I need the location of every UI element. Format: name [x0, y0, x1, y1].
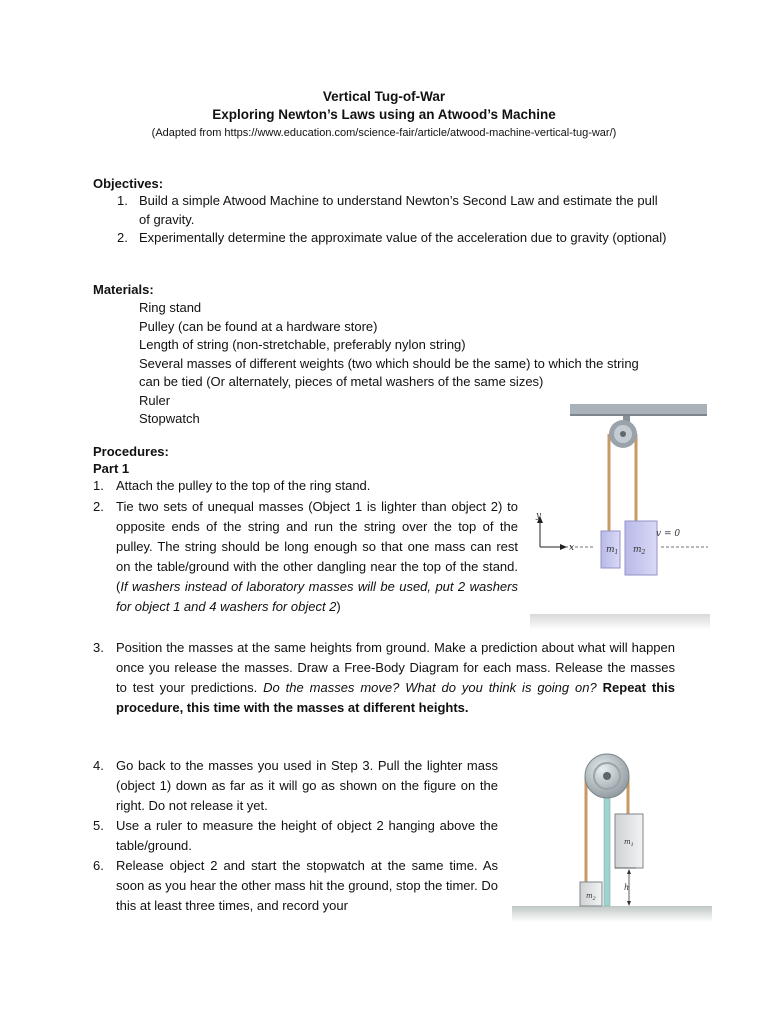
- floor: [530, 614, 710, 630]
- y-axis-label: y: [536, 511, 542, 521]
- stand-rod: [604, 786, 610, 906]
- procedures-heading: Procedures:: [93, 444, 169, 459]
- material-item: Pulley (can be found at a hardware store): [139, 318, 378, 334]
- material-item: Ruler: [139, 392, 171, 408]
- material-item: Length of string (non-stretchable, preferably nylon string): [139, 337, 466, 352]
- procedure-step: 5. Use a ruler to measure the height of object 2 hanging above the table/ground.: [93, 818, 498, 853]
- m1-label: $m_1$: [624, 838, 634, 848]
- m1-label: $m_1$: [606, 545, 619, 556]
- material-item: Stopwatch: [139, 411, 200, 426]
- objective-item: 2. Experimentally determine the approximate value of the acceleration due to gravity (optional): [117, 230, 667, 245]
- m2-label: $m_2$: [586, 892, 596, 902]
- m2-label: $m_2$: [633, 545, 646, 556]
- procedure-step: 6. Release object 2 and start the stopwatch at the same time. As soon as you hear the other mass hit the ground, stop the timer. Do this at least three times, and record your: [93, 858, 498, 913]
- atwood-figure-2: [512, 748, 712, 926]
- step-text: Position the masses at the same heights from ground. Make a prediction about what will happen once you release the masses. Draw a Free-Body Diagram for each mass. Release the masses to test your predictions. Do the masses move? What do you think is going on? Repeat this procedure, this time with the masses at different heights.: [116, 640, 675, 715]
- velocity-label: v = 0: [656, 529, 681, 539]
- page-title: Vertical Tug-of-War: [322, 89, 446, 104]
- x-axis-label: x: [569, 543, 575, 553]
- procedure-step: 3. Position the masses at the same heights from ground. Make a prediction about what will happen once you release the masses. Draw a Free-Body Diagram for each mass. Release the masses to test your predictions. Do the masses move? What do you think is going on? Repeat this procedure, this time with the masses at different heights.: [93, 638, 675, 718]
- source-note: (Adapted from https://www.education.com/science-fair/article/atwood-machine-vertical-tug-war/): [151, 127, 617, 139]
- material-item: Ring stand: [139, 300, 202, 315]
- materials-heading: Materials:: [93, 282, 154, 297]
- material-item: Several masses of different weights (two which should be the same) to which the string can be tied (Or alternately, pieces of metal washers of the same sizes): [139, 355, 639, 389]
- atwood-figure-1: [530, 402, 710, 630]
- procedure-step: 2. Tie two sets of unequal masses (Object 1 is lighter than object 2) to opposite ends of the string and run the string over the top of the pulley. The string should be long enough so that one mass can rest on the table/ground with the other dangling near the top of the stand. (If washers instead of laboratory masses will be used, put 2 washers for object 1 and 4 washers for object 2): [93, 497, 518, 617]
- procedure-step: 1. Attach the pulley to the top of the ring stand.: [93, 478, 371, 493]
- height-label: h: [624, 883, 630, 892]
- objectives-heading: Objectives:: [93, 176, 164, 191]
- part-heading: Part 1: [93, 461, 130, 476]
- table: [512, 906, 712, 922]
- procedure-step: 4. Go back to the masses you used in Step 3. Pull the lighter mass (object 1) down as far as it will go as shown on the figure on the right. Do not release it yet.: [93, 758, 498, 813]
- step-text: Tie two sets of unequal masses (Object 1 is lighter than object 2) to opposite ends of the string and run the string over the top of the pulley. The string should be long enough so that one mass can rest on the table/ground with the other dangling near the top of the stand. (If washers instead of laboratory masses will be used, put 2 washers for object 1 and 4 washers for object 2): [116, 499, 518, 614]
- objective-item: 1. Build a simple Atwood Machine to understand Newton’s Second Law and estimate the pull of gravity.: [117, 193, 658, 227]
- page-subtitle: Exploring Newton’s Laws using an Atwood’s Machine: [212, 107, 556, 122]
